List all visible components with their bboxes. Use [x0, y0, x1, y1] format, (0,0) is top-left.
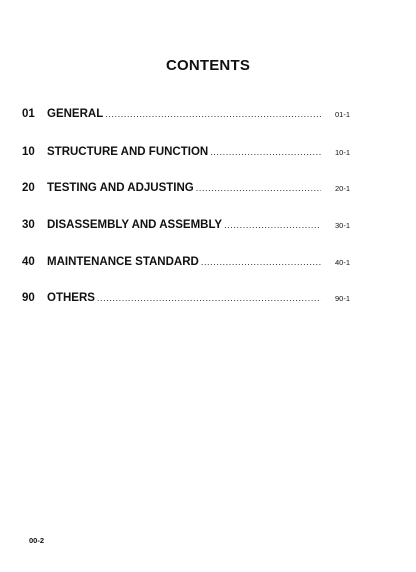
toc-entry-page: 30-1: [334, 221, 350, 230]
dot-leader: [224, 220, 321, 230]
page-title: CONTENTS: [165, 57, 251, 74]
toc-entry-title: TESTING AND ADJUSTING: [47, 182, 194, 194]
toc-entry-number: 30: [22, 219, 35, 231]
toc-entry-title: GENERAL: [47, 108, 104, 120]
page-code: 00-2: [29, 536, 45, 545]
toc-entry-page: 90-1: [334, 294, 350, 303]
toc-entry-page: 40-1: [334, 258, 350, 267]
dot-leader: [196, 183, 321, 193]
toc-entry-number: 40: [22, 256, 35, 268]
toc-entry-title: DISASSEMBLY AND ASSEMBLY: [47, 219, 223, 231]
toc-entry-number: 20: [22, 182, 35, 194]
toc-entry-page: 10-1: [334, 148, 350, 157]
toc-entry-disassembly-and-assembly: [22, 219, 350, 235]
dot-leader: [97, 293, 321, 303]
toc-entry-number: 01: [22, 108, 35, 120]
dot-leader: [105, 109, 321, 119]
toc-entry-number: 10: [22, 146, 35, 158]
toc-entry-title: OTHERS: [47, 292, 95, 304]
dot-leader: [201, 257, 321, 267]
toc-entry-number: 90: [22, 292, 35, 304]
toc-entry-title: MAINTENANCE STANDARD: [47, 256, 199, 268]
toc-entry-structure-and-function: [22, 146, 350, 162]
dot-leader: [210, 147, 321, 157]
toc-entry-title: STRUCTURE AND FUNCTION: [47, 146, 209, 158]
toc-entry-page: 20-1: [334, 184, 350, 193]
toc-entry-general: [22, 108, 350, 124]
toc-entry-others: [22, 292, 350, 308]
toc-entry-maintenance-standard: [22, 256, 350, 272]
toc-entry-page: 01-1: [334, 110, 350, 119]
toc-entry-testing-and-adjusting: [22, 182, 350, 198]
